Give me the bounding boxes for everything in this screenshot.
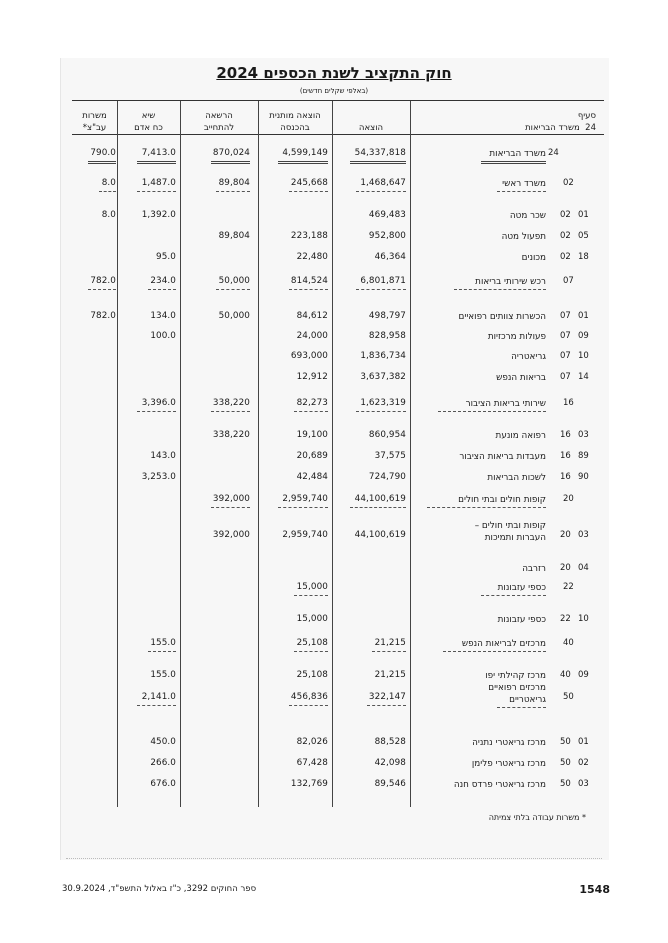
page-title: חוק התקציב לשנת הכספים 2024 (216, 64, 452, 82)
total-underline (372, 651, 406, 652)
total-underline (88, 161, 116, 164)
name-underline (454, 289, 546, 290)
cell-staff: 155.0 (150, 638, 176, 648)
total-underline (137, 411, 176, 412)
cell-expense: 89,546 (374, 779, 406, 789)
total-underline (356, 411, 406, 412)
table-row (0, 311, 668, 325)
cell-expense: 44,100,619 (354, 530, 406, 540)
table-row (0, 494, 668, 508)
cell-rev: 20,689 (296, 451, 328, 461)
item-name (416, 148, 546, 160)
item-name-line: שירותי בריאות הציבור (465, 399, 546, 409)
code-program: 50 (563, 692, 574, 702)
page-subtitle: (באלפי שקלים חדשים) (299, 87, 369, 95)
total-underline (211, 507, 250, 508)
cell-staff: 95.0 (156, 252, 176, 262)
cell-commit: 392,000 (212, 494, 250, 504)
item-name-line: שכר מטה (509, 211, 546, 221)
item-name (416, 178, 546, 190)
cell-rev: 2,959,740 (282, 494, 328, 504)
table-row (0, 178, 668, 192)
item-name (416, 582, 546, 594)
code-program: 40 (560, 670, 571, 680)
cell-staff: 143.0 (150, 451, 176, 461)
code-program: 40 (563, 638, 574, 648)
cell-commit: 89,804 (218, 178, 250, 188)
cell-rev: 22,480 (296, 252, 328, 262)
name-underline (481, 161, 546, 164)
item-name-line: משרד ראשי (502, 179, 546, 189)
cell-expense: 44,100,619 (354, 494, 406, 504)
item-name (416, 494, 546, 506)
cell-staff: 266.0 (150, 758, 176, 768)
table-row (0, 231, 668, 245)
header-conditional-expense: הוצאה מותנית בהכנסה (269, 111, 321, 133)
code-program: 20 (560, 530, 571, 540)
cell-rev: 4,599,149 (282, 148, 328, 158)
table-row (0, 638, 668, 652)
total-underline (216, 191, 250, 192)
header-commitment: הרשאה להתחייב (203, 111, 235, 133)
total-underline (294, 411, 328, 412)
code-program: 16 (563, 398, 574, 408)
header-section: סעיף 24 משרד הבריאות (525, 111, 596, 133)
cell-expense: 1,836,734 (360, 351, 406, 361)
item-name-line: העברות ותמיכות (484, 533, 546, 543)
cell-rev: 84,612 (296, 311, 328, 321)
cell-expense: 21,215 (374, 638, 406, 648)
item-name-line: גריאטריים (509, 695, 546, 705)
code-item: 01 (578, 311, 589, 321)
total-underline (356, 191, 406, 192)
code-program: 16 (560, 472, 571, 482)
item-name (416, 398, 546, 410)
code-program: 07 (560, 351, 571, 361)
total-underline (211, 161, 250, 164)
table-row (0, 372, 668, 386)
cell-expense: 54,337,818 (354, 148, 406, 158)
code-program: 02 (560, 252, 571, 262)
item-name (416, 472, 546, 484)
item-name (416, 563, 546, 575)
item-name-line: כספי עזבונות (497, 615, 546, 625)
item-name-line: בריאות הנפש (496, 373, 546, 383)
cell-expense: 828,958 (368, 331, 406, 341)
cell-pos: 8.0 (101, 178, 116, 188)
code-item: 03 (578, 779, 589, 789)
table-row (0, 472, 668, 486)
cell-expense: 322,147 (368, 692, 406, 702)
table-row (0, 670, 668, 684)
item-name (416, 276, 546, 288)
total-underline (289, 705, 328, 706)
cell-expense: 42,098 (374, 758, 406, 768)
cell-rev: 223,188 (290, 231, 328, 241)
total-underline (350, 507, 406, 508)
cell-commit: 50,000 (218, 276, 250, 286)
item-name (416, 252, 546, 264)
code-program: 02 (560, 231, 571, 241)
code-item: 14 (578, 372, 589, 382)
item-name (416, 779, 546, 791)
table-row (0, 737, 668, 751)
item-name-line: משרד הבריאות (489, 149, 546, 159)
cell-staff: 3,253.0 (141, 472, 176, 482)
item-name-line: מרכז קהילתי יפו (485, 671, 546, 681)
total-underline (350, 161, 406, 164)
total-underline (367, 705, 406, 706)
item-name-line: הכשרות צוותים רפואיים (458, 312, 546, 322)
item-name-line: רכש שירותי בריאות (475, 277, 546, 287)
item-name-line: מרכז גריאטרי פלימן (471, 759, 546, 769)
item-name-line: קופות חולים ובתי חולים (458, 495, 546, 505)
cell-rev: 693,000 (290, 351, 328, 361)
cell-rev: 132,769 (290, 779, 328, 789)
cell-commit: 338,220 (212, 398, 250, 408)
cell-rev: 24,000 (296, 331, 328, 341)
total-underline (294, 651, 328, 652)
item-name (416, 231, 546, 243)
table-row (0, 430, 668, 444)
header-positions: משרות עב"צ* (82, 111, 107, 133)
code-program: 02 (563, 178, 574, 188)
code-program: 07 (563, 276, 574, 286)
cell-staff: 1,487.0 (141, 178, 176, 188)
name-underline (497, 191, 546, 192)
table-row (0, 210, 668, 224)
cell-rev: 25,108 (296, 670, 328, 680)
item-name-line: לשכות הבריאות (487, 473, 546, 483)
cell-commit: 89,804 (218, 231, 250, 241)
code-item: 09 (578, 670, 589, 680)
cell-expense: 6,801,871 (360, 276, 406, 286)
cell-expense: 469,483 (368, 210, 406, 220)
cell-rev: 245,668 (290, 178, 328, 188)
cell-expense: 88,528 (374, 737, 406, 747)
item-name (416, 520, 546, 544)
total-underline (289, 191, 328, 192)
item-name (416, 311, 546, 323)
total-underline (137, 705, 176, 706)
item-name (416, 737, 546, 749)
code-program: 50 (560, 758, 571, 768)
total-underline (356, 289, 406, 290)
code-program: 20 (560, 563, 571, 573)
code-item: 10 (578, 614, 589, 624)
footnote: * משרות עבודה בלתי צמיתה (488, 813, 586, 822)
name-underline (427, 507, 546, 508)
item-name-line: פעולות מרכזיות (487, 332, 546, 342)
table-row (0, 779, 668, 793)
total-underline (137, 191, 176, 192)
cell-expense: 3,637,382 (360, 372, 406, 382)
item-name-line: קופות ובתי חולים – (474, 521, 546, 531)
cell-staff: 2,141.0 (141, 692, 176, 702)
item-name (416, 331, 546, 343)
cell-staff: 450.0 (150, 737, 176, 747)
total-underline (294, 595, 328, 596)
cell-staff: 100.0 (150, 331, 176, 341)
item-name (416, 372, 546, 384)
cell-commit: 50,000 (218, 311, 250, 321)
item-name-line: תפעול מטה (501, 232, 546, 242)
code-program: 16 (560, 430, 571, 440)
header-staff: שיא כח אדם (134, 111, 163, 133)
item-name-line: כספי עזבונות (497, 583, 546, 593)
cell-pos: 790.0 (90, 148, 116, 158)
code-item: 01 (578, 210, 589, 220)
header-top-rule (72, 100, 604, 101)
code-item: 24 (548, 148, 559, 158)
item-name (416, 614, 546, 626)
item-name-line: מרכז גריאטרי פרדס חנה (453, 780, 546, 790)
item-name (416, 682, 546, 706)
table-row (0, 683, 668, 706)
total-underline (289, 289, 328, 290)
table-row (0, 563, 668, 577)
code-item: 18 (578, 252, 589, 262)
code-item: 05 (578, 231, 589, 241)
cell-rev: 15,000 (296, 582, 328, 592)
code-program: 07 (560, 331, 571, 341)
item-name (416, 638, 546, 650)
item-name-line: רזרבה (522, 564, 546, 574)
code-program: 20 (563, 494, 574, 504)
cell-rev: 82,026 (296, 737, 328, 747)
cell-rev: 19,100 (296, 430, 328, 440)
item-name (416, 430, 546, 442)
cell-commit: 392,000 (212, 530, 250, 540)
table-row (0, 582, 668, 596)
total-underline (278, 161, 328, 164)
cell-staff: 3,396.0 (141, 398, 176, 408)
page-number: 1548 (579, 883, 610, 896)
cell-pos: 782.0 (90, 311, 116, 321)
code-program: 16 (560, 451, 571, 461)
name-underline (443, 651, 546, 652)
total-underline (216, 289, 250, 290)
cell-rev: 42,484 (296, 472, 328, 482)
code-program: 22 (560, 614, 571, 624)
cell-staff: 234.0 (150, 276, 176, 286)
table-row (0, 252, 668, 266)
item-name (416, 210, 546, 222)
item-name-line: מעבדות בריאות הציבור (459, 452, 546, 462)
page-divider (66, 858, 602, 859)
code-program: 07 (560, 372, 571, 382)
cell-staff: 7,413.0 (141, 148, 176, 158)
cell-rev: 82,273 (296, 398, 328, 408)
cell-expense: 1,623,319 (360, 398, 406, 408)
code-item: 03 (578, 430, 589, 440)
table-row (0, 331, 668, 345)
code-item: 90 (578, 472, 589, 482)
total-underline (88, 289, 116, 290)
cell-commit: 338,220 (212, 430, 250, 440)
code-program: 50 (560, 779, 571, 789)
cell-pos: 8.0 (101, 210, 116, 220)
cell-expense: 37,575 (374, 451, 406, 461)
item-name-line: רפואה מונעת (495, 431, 546, 441)
code-item: 10 (578, 351, 589, 361)
cell-pos: 782.0 (90, 276, 116, 286)
cell-expense: 724,790 (368, 472, 406, 482)
code-item: 03 (578, 530, 589, 540)
code-program: 07 (560, 311, 571, 321)
cell-rev: 814,524 (290, 276, 328, 286)
header-bottom-rule (72, 134, 604, 135)
item-name (416, 351, 546, 363)
total-underline (99, 191, 116, 192)
total-underline (137, 161, 176, 164)
total-underline (278, 507, 328, 508)
cell-expense: 21,215 (374, 670, 406, 680)
code-item: 02 (578, 758, 589, 768)
cell-commit: 870,024 (212, 148, 250, 158)
table-row (0, 351, 668, 365)
code-program: 50 (560, 737, 571, 747)
item-name (416, 451, 546, 463)
table-row (0, 614, 668, 628)
cell-rev: 2,959,740 (282, 530, 328, 540)
code-item: 09 (578, 331, 589, 341)
name-underline (497, 707, 546, 708)
item-name-line: מכונים (521, 253, 546, 263)
cell-expense: 46,364 (374, 252, 406, 262)
name-underline (481, 595, 546, 596)
total-underline (148, 651, 176, 652)
cell-rev: 25,108 (296, 638, 328, 648)
item-name (416, 670, 546, 682)
total-underline (211, 411, 250, 412)
cell-rev: 456,836 (290, 692, 328, 702)
cell-rev: 15,000 (296, 614, 328, 624)
code-program: 22 (563, 582, 574, 592)
total-underline (148, 289, 176, 290)
code-program: 02 (560, 210, 571, 220)
code-item: 89 (578, 451, 589, 461)
table-row (0, 451, 668, 465)
cell-staff: 1,392.0 (141, 210, 176, 220)
cell-staff: 676.0 (150, 779, 176, 789)
item-name-line: מרכז גריאטרי נתניה (472, 738, 546, 748)
cell-expense: 1,468,647 (360, 178, 406, 188)
table-row (0, 521, 668, 544)
table-row (0, 276, 668, 290)
item-name-line: מרכזים רפואיים (488, 683, 546, 693)
header-expense: הוצאה (358, 123, 384, 133)
table-row (0, 148, 668, 162)
code-item: 04 (578, 563, 589, 573)
table-row (0, 398, 668, 412)
cell-expense: 498,797 (368, 311, 406, 321)
cell-expense: 952,800 (368, 231, 406, 241)
cell-staff: 155.0 (150, 670, 176, 680)
footer-source: ספר החוקים 3292, כ"ז באלול התשפ"ד, 30.9.2024 (62, 884, 257, 894)
cell-staff: 134.0 (150, 311, 176, 321)
table-row (0, 758, 668, 772)
cell-expense: 860,954 (368, 430, 406, 440)
item-name-line: מרכזים לבריאות הנפש (461, 639, 546, 649)
code-item: 01 (578, 737, 589, 747)
cell-rev: 12,912 (296, 372, 328, 382)
name-underline (438, 411, 546, 412)
cell-rev: 67,428 (296, 758, 328, 768)
item-name-line: גריאטריה (511, 352, 546, 362)
item-name (416, 758, 546, 770)
